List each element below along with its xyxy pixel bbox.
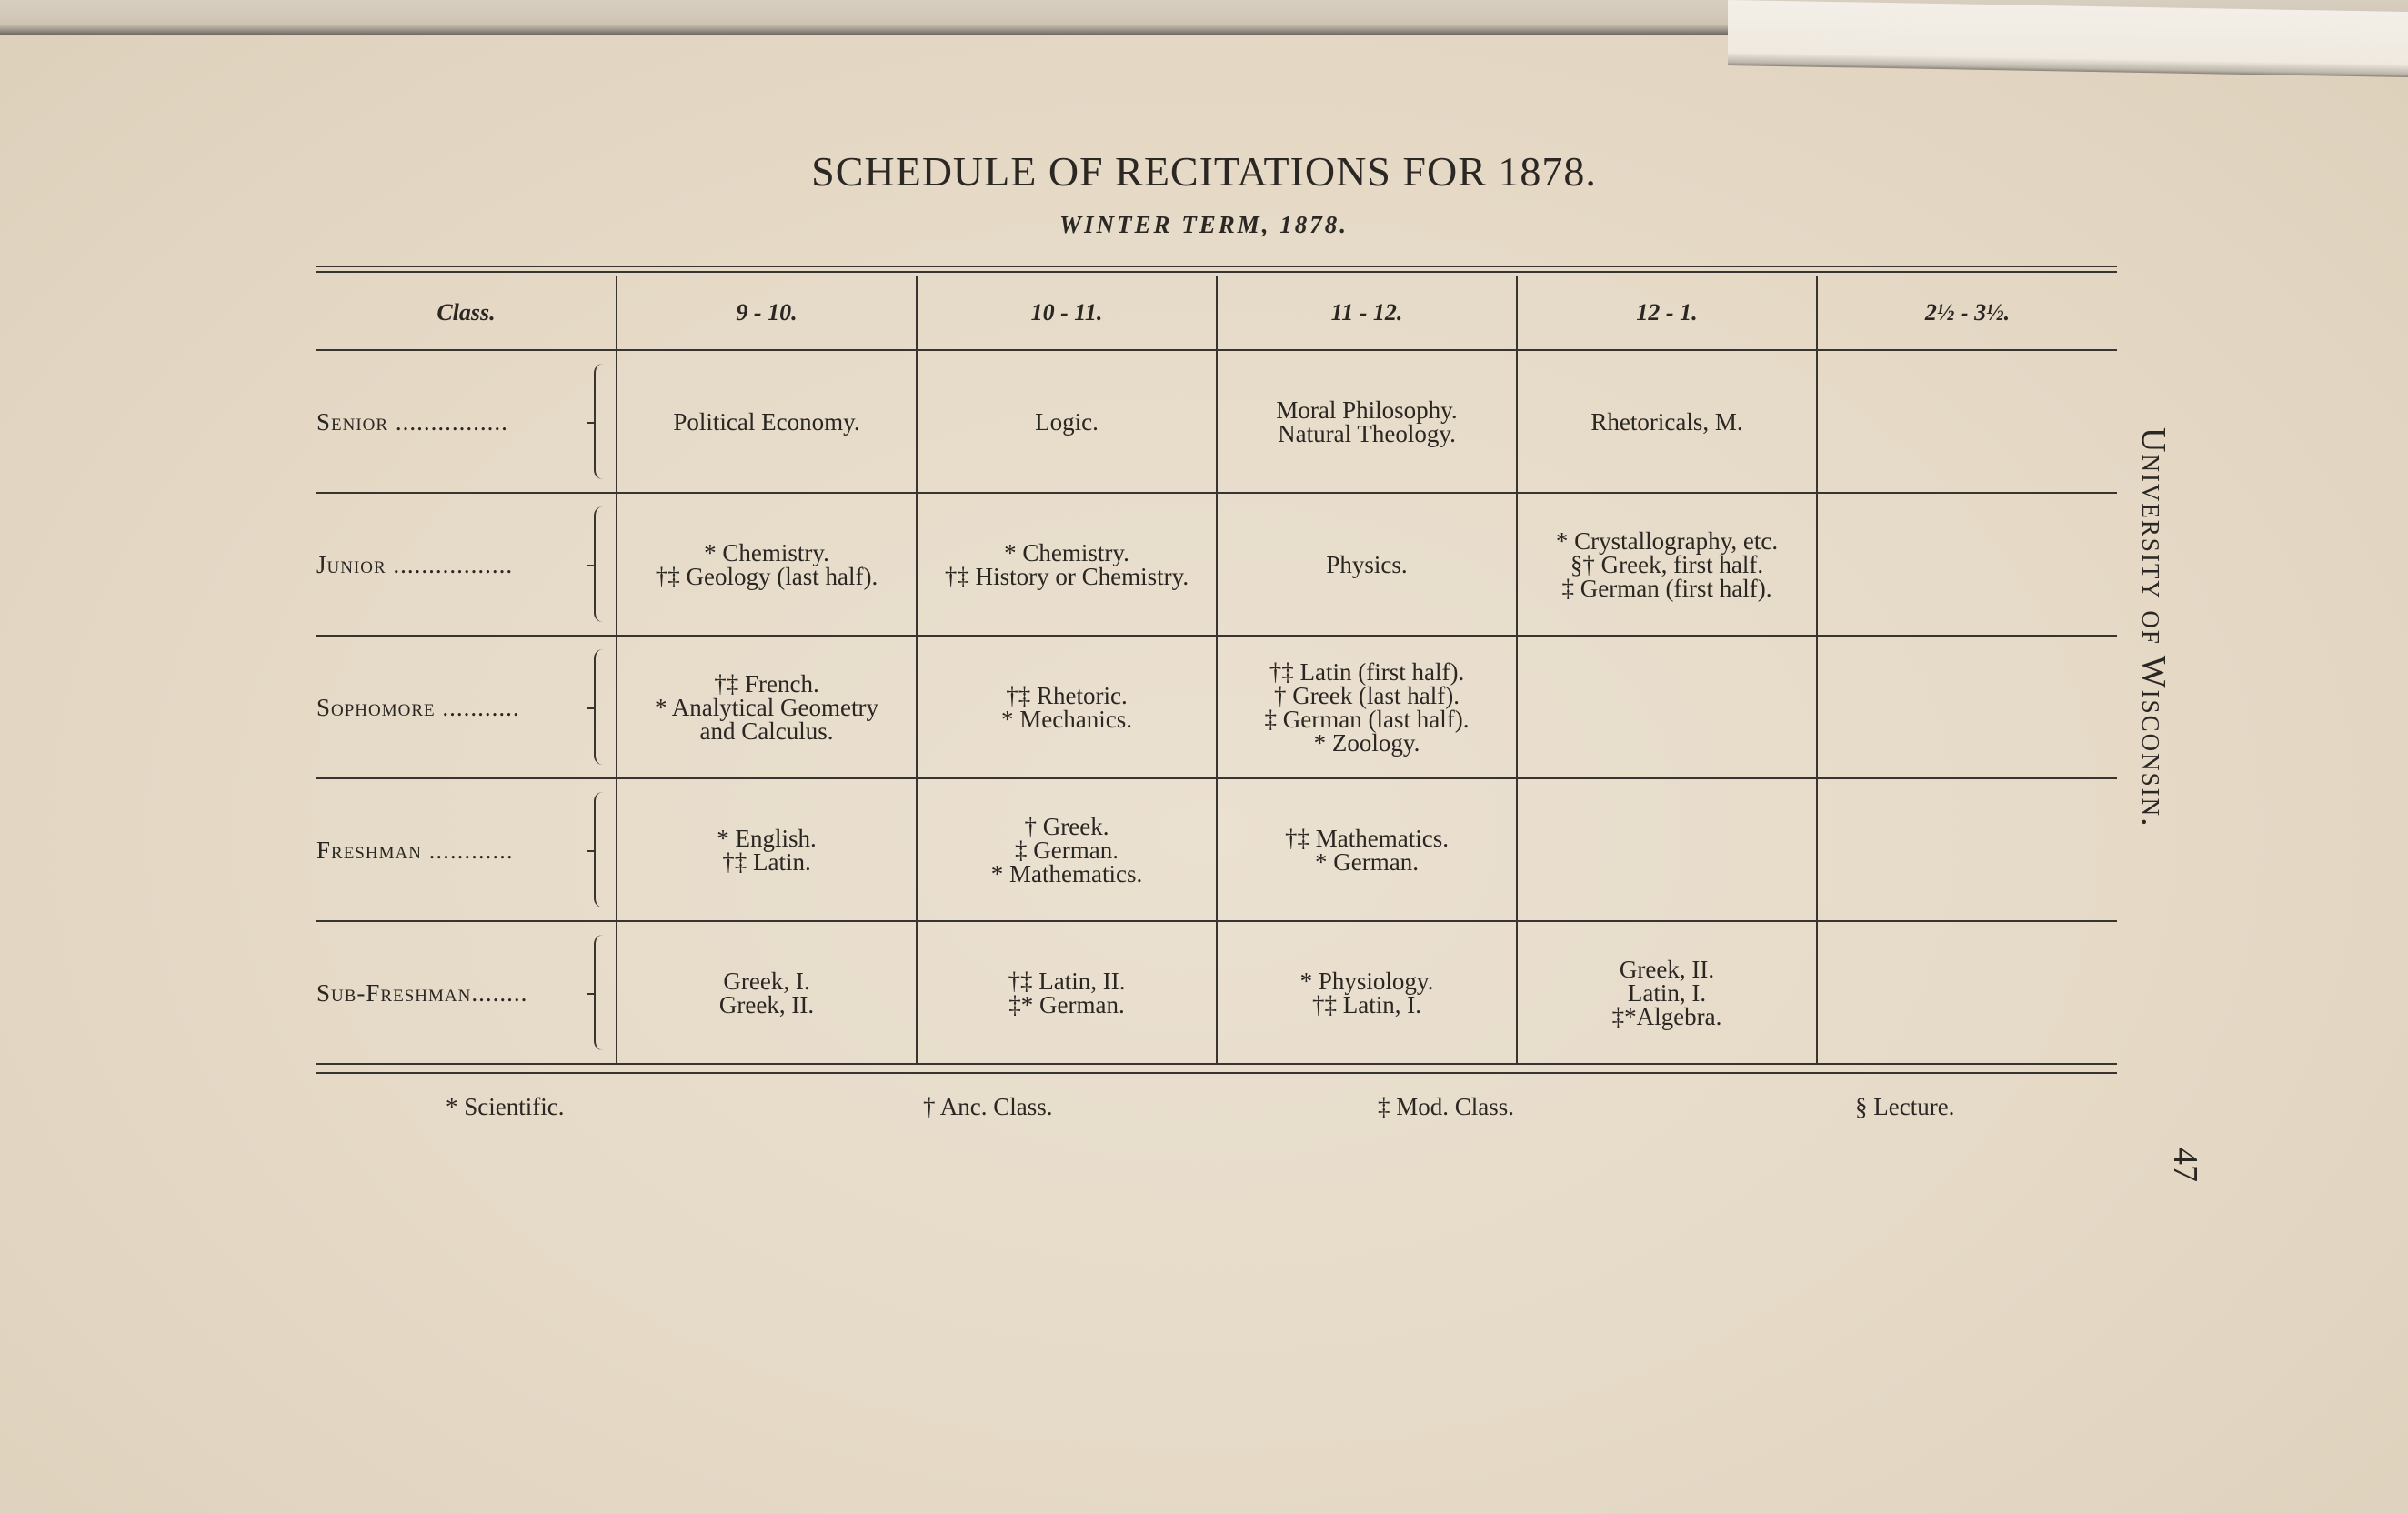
course-entry: Rhetoricals, M. xyxy=(1590,407,1743,436)
table-row xyxy=(316,636,2117,778)
schedule-cell-2-3 xyxy=(1817,921,2117,1064)
header-9-10: 9 - 10. xyxy=(617,276,917,350)
page-number: 47 xyxy=(2166,1148,2204,1182)
schedule-body xyxy=(316,350,2117,1064)
class-name: Junior ................. xyxy=(316,550,514,578)
course-entry: ‡ German. xyxy=(1015,836,1119,864)
course-entry: Moral Philosophy. xyxy=(1276,396,1458,424)
class-name: Sophomore ........... xyxy=(316,693,520,721)
course-entry: * Physiology. xyxy=(1299,967,1434,995)
legend-ancient-classical: † Anc. Class. xyxy=(923,1093,1053,1120)
table-row xyxy=(316,493,2117,636)
course-entry: * Analytical Geometry xyxy=(655,693,878,721)
course-entry: * Chemistry. xyxy=(1004,538,1129,566)
header-11-12: 11 - 12. xyxy=(1217,276,1517,350)
brace-mark xyxy=(594,792,608,907)
top-rule-second xyxy=(316,271,2117,273)
schedule-cell-9-10 xyxy=(617,921,917,1064)
course-entry: †‡ Latin. xyxy=(722,847,811,876)
schedule-cell-9-10 xyxy=(617,493,917,636)
header-10-11: 10 - 11. xyxy=(917,276,1217,350)
course-entry: Logic. xyxy=(1035,407,1099,436)
course-entry: †‡ Rhetoric. xyxy=(1006,681,1128,709)
course-entry: †‡ History or Chemistry. xyxy=(944,562,1189,590)
class-name: Freshman ............ xyxy=(316,836,514,864)
header-2-3: 2½ - 3½. xyxy=(1817,276,2117,350)
schedule-cell-11-12 xyxy=(1217,636,1517,778)
course-entry: †‡ Latin, I. xyxy=(1312,990,1421,1018)
course-entry: †‡ Latin (first half). xyxy=(1269,657,1465,686)
course-entry: * Mathematics. xyxy=(990,859,1143,887)
class-cell xyxy=(316,778,617,921)
course-entry: †‡ Geology (last half). xyxy=(655,562,878,590)
course-entry: ‡ German (first half). xyxy=(1561,574,1772,602)
course-entry: and Calculus. xyxy=(699,717,834,745)
header-12-1: 12 - 1. xyxy=(1517,276,1817,350)
schedule-cell-10-11 xyxy=(917,636,1217,778)
legend-lecture: § Lecture. xyxy=(1855,1093,1955,1120)
course-entry: * German. xyxy=(1315,847,1419,876)
table-row xyxy=(316,350,2117,493)
table-row xyxy=(316,778,2117,921)
course-entry: * Mechanics. xyxy=(1001,705,1132,733)
course-entry: †‡ Mathematics. xyxy=(1285,824,1449,852)
course-entry: * Chemistry. xyxy=(704,538,829,566)
top-rule xyxy=(316,266,2117,267)
header-row xyxy=(316,276,2117,350)
schedule-cell-12-1 xyxy=(1517,778,1817,921)
header-class: Class. xyxy=(316,276,617,350)
course-entry: †‡ Latin, II. xyxy=(1008,967,1126,995)
course-entry: Greek, II. xyxy=(1619,955,1715,983)
page-title: SCHEDULE OF RECITATIONS FOR 1878. xyxy=(811,148,1597,195)
schedule-cell-10-11 xyxy=(917,493,1217,636)
course-entry: ‡ German (last half). xyxy=(1264,705,1470,733)
course-entry: Political Economy. xyxy=(673,407,860,436)
schedule-cell-11-12 xyxy=(1217,350,1517,493)
schedule-cell-11-12 xyxy=(1217,778,1517,921)
schedule-cell-2-3 xyxy=(1817,778,2117,921)
course-entry: Greek, II. xyxy=(718,990,815,1018)
course-entry: * Zoology. xyxy=(1313,728,1420,757)
course-entry: Greek, I. xyxy=(723,967,810,995)
course-entry: Natural Theology. xyxy=(1278,419,1456,447)
class-name: Senior ................ xyxy=(316,407,508,436)
schedule-cell-10-11 xyxy=(917,350,1217,493)
schedule-cell-10-11 xyxy=(917,778,1217,921)
term-subtitle: WINTER TERM, 1878. xyxy=(1059,211,1349,238)
class-cell xyxy=(316,636,617,778)
course-entry: ‡*Algebra. xyxy=(1611,1002,1722,1030)
schedule-cell-9-10 xyxy=(617,350,917,493)
course-entry: †‡ French. xyxy=(714,669,819,697)
schedule-table xyxy=(316,276,2117,1065)
brace-mark xyxy=(594,506,608,622)
schedule-cell-12-1 xyxy=(1517,493,1817,636)
schedule-cell-12-1 xyxy=(1517,350,1817,493)
course-entry: Physics. xyxy=(1326,550,1408,578)
schedule-cell-9-10 xyxy=(617,778,917,921)
table-row xyxy=(316,921,2117,1064)
schedule-cell-2-3 xyxy=(1817,493,2117,636)
brace-mark xyxy=(594,935,608,1050)
schedule-table-wrap xyxy=(316,266,2117,1075)
bottom-rule xyxy=(316,1072,2117,1074)
schedule-cell-10-11 xyxy=(917,921,1217,1064)
brace-mark xyxy=(594,364,608,479)
course-entry: * Crystallography, etc. xyxy=(1555,526,1779,555)
legend-modern-classical: ‡ Mod. Class. xyxy=(1378,1093,1515,1120)
course-entry: † Greek (last half). xyxy=(1274,681,1460,709)
schedule-cell-11-12 xyxy=(1217,921,1517,1064)
schedule-cell-12-1 xyxy=(1517,636,1817,778)
brace-mark xyxy=(594,649,608,765)
class-name: Sub-Freshman........ xyxy=(316,978,528,1007)
legend-scientific: * Scientific. xyxy=(446,1093,565,1120)
class-cell xyxy=(316,350,617,493)
next-page-edge xyxy=(1728,0,2408,77)
schedule-cell-11-12 xyxy=(1217,493,1517,636)
schedule-cell-2-3 xyxy=(1817,636,2117,778)
schedule-cell-12-1 xyxy=(1517,921,1817,1064)
class-cell xyxy=(316,493,617,636)
running-head: University of Wisconsin. xyxy=(2134,427,2172,828)
schedule-cell-2-3 xyxy=(1817,350,2117,493)
schedule-cell-9-10 xyxy=(617,636,917,778)
course-entry: ‡* German. xyxy=(1008,990,1125,1018)
course-entry: Latin, I. xyxy=(1627,978,1707,1007)
class-cell xyxy=(316,921,617,1064)
course-entry: † Greek. xyxy=(1024,812,1109,840)
course-entry: * English. xyxy=(717,824,817,852)
course-entry: §† Greek, first half. xyxy=(1570,550,1764,578)
